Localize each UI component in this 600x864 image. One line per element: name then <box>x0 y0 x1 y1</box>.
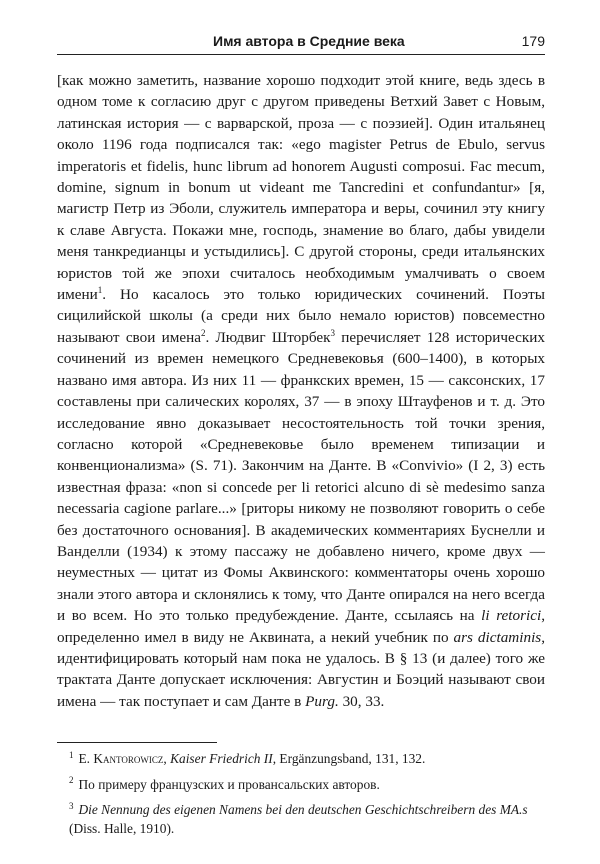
text-segment: , идентифицировать который нам пока не удалось. В § 13 (и далее) того же трактата Данте допускает исключения: Августин и Боэций называют свои имена — так поступает и сам Данте в <box>57 628 545 710</box>
running-title: Имя автора в Средние века <box>213 33 405 49</box>
text-segment: , определенно имел в виду не Аквината, а некий учебник по <box>57 607 545 646</box>
footnote-rest: , Ergänzungsband, 131, 132. <box>272 751 426 766</box>
footnote-2 <box>57 776 545 795</box>
footnote-rest: (Diss. Halle, 1910). <box>69 820 175 836</box>
italic-term: ars dictaminis <box>453 628 542 646</box>
text-segment: перечисляет 128 исторических сочинений из времен немецкого Средневековья (600–1400), в которых названо имя автора. Из них 11 — франкских времен, 15 — саксонских, 17 составлены при салических королях, 37 — в эпоху Штауфенов и т. д. Это исследование явно доказывает несостоятельность той точки зрения, согласно которой «Средневековье было временем типизации и конвенционализма» (S. 71). Закончим на Данте. В «Convivio» (I 2, 3) есть известная фраза: «non si concede per li retorici alcuno di sè medesimo sanza necessaria cagione parlare...» [риторы никому не позволяют говорить о себе без достаточного основания]. В академических комментариях Буснелли и Ванделли (1934) к этому пассажу не добавлено ничего, кроме двух — неуместных — цитат из Фомы Аквинского: комментаторы очень хорошо знали этого автора и склонялись к тому, что Данте опирался на него всегда и во всем. Но это только предубеждение. Данте, ссылаясь на <box>57 328 545 625</box>
text-segment: [как можно заметить, название хорошо подходит этой книге, ведь здесь в одном томе к согласию друг с другом приведены Ветхий Завет с Новым, латинская история — с варварской, проза — с поэзией]. Один итальянец около 1196 года подписался так: «ego magister Petrus de Ebulo, servus imperatoris et fidelis, hunc librum ad honorem Augusti composui. Fac mecum, domine, signum in bonum ut videant me Tancredini et confundantur» [я, магистр Петр из Эболи, служитель императора и веры, сочинил эту книгу к славе Августа. Покажи мне, господь, знамение во благо, дабы увидели меня танкредианцы и устыдились]. С другой стороны, среди итальянских юристов той же эпохи считалось необходимым умалчивать о своем имени <box>57 72 545 304</box>
footnote-mark: 1 <box>69 749 74 760</box>
running-header <box>57 30 545 55</box>
main-paragraph <box>57 70 545 712</box>
footnote-text: По примеру французских и провансальских авторов. <box>78 776 380 792</box>
footnote-ref-1[interactable]: 1 <box>97 285 103 295</box>
footnote-ref-2[interactable]: 2 <box>200 327 206 338</box>
footnote-1 <box>57 750 545 769</box>
footnote-ref-3[interactable]: 3 <box>330 327 335 338</box>
footnotes <box>57 750 545 845</box>
footnote-divider <box>57 742 217 743</box>
italic-term: Purg. <box>305 692 339 710</box>
text-segment: . Людвиг Шторбек <box>205 328 331 346</box>
footnote-mark: 3 <box>69 800 74 811</box>
footnote-author: E. Kantorowicz <box>78 751 164 766</box>
footnote-separator: , <box>163 751 171 766</box>
text-segment: . Но касалось это только юридических сочинений. Поэты сицилийской школы (а среди них было немало юристов) повсеместно называют свои имена <box>57 286 545 346</box>
text-segment: 30, 33. <box>338 692 385 710</box>
page-number: 179 <box>521 33 545 49</box>
footnote-title: Kaiser Friedrich II <box>170 751 273 766</box>
footnote-3 <box>57 801 545 838</box>
footnote-title: Die Nennung des eigenen Namens bei den deutschen Geschichtschreibern des MA.s <box>78 802 528 817</box>
italic-term: li retorici <box>481 607 542 625</box>
footnote-mark: 2 <box>69 775 74 786</box>
